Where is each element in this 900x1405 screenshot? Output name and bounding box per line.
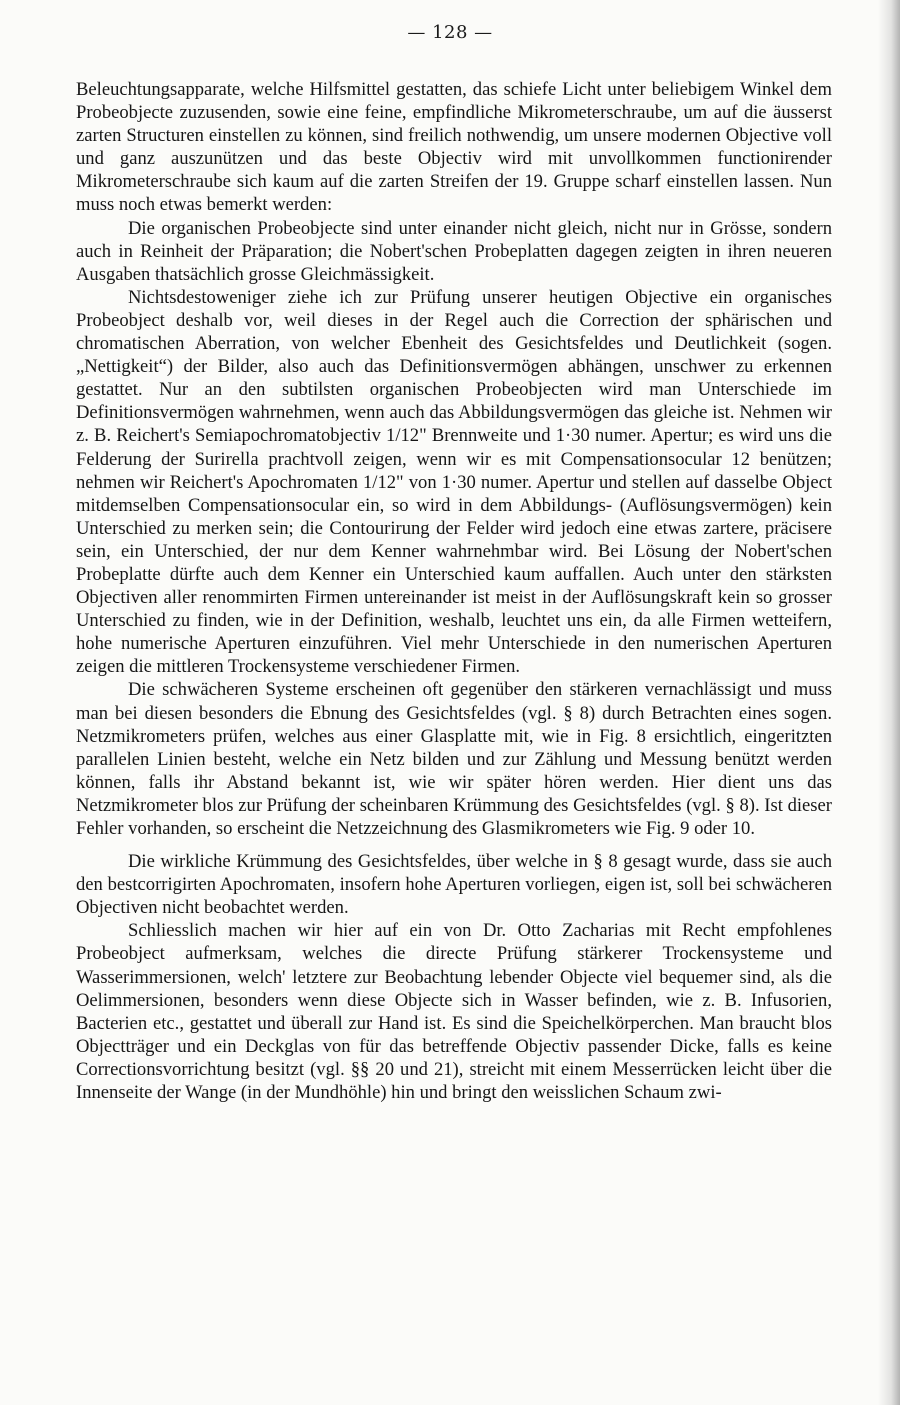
paragraph-3: Nichtsdestoweniger ziehe ich zur Prüfung unserer heutigen Objective ein organisches Probeobject deshalb vor, weil dieses in der Regel auch die Correction der sphärischen und chromatischen Aberration, von welcher Ebenheit des Gesichtsfeldes und Deutlichkeit (sogen. „Nettigkeit“) der Bilder, also auch das Definitionsvermögen abhängen, unschwer zu erkennen gestattet. Nur an den subtilsten organischen Probeobjecten wird man Unterschiede im Definitionsvermögen wahrnehmen, wenn auch das Abbildungsvermögen das gleiche ist. Nehmen wir z. B. Reichert's Semiapochromatobjectiv 1/12" Brennweite und 1·30 numer. Apertur; es wird uns die Felderung der Surirella prachtvoll zeigen, wenn wir es mit Compensationsocular 12 benützen; nehmen wir Reichert's Apochromaten 1/12" von 1·30 numer. Apertur und stellen auf dasselbe Object mitdemselben Compensationsocular ein, so wird in dem Abbildungs- (Auflösungsvermögen) kein Unterschied zu merken sein; die Contourirung der Felder wird jedoch eine etwas zartere, präcisere sein, ein Unterschied, der nur dem Kenner wahrnehmbar wird. Bei Lösung der Nobert'schen Probeplatte dürfte auch dem Kenner ein Unterschied kaum auffallen. Auch unter den stärksten Objectiven aller renommirten Firmen untereinander ist meist in der Auflösungskraft kein so grosser Unterschied zu finden, wie in der Definition, weshalb, leuchtet uns ein, da alle Firmen wetteifern, hohe numerische Aperturen einzuführen. Viel mehr Unterschiede in den numerischen Aperturen zeigen die mittleren Trockensysteme verschiedener Firmen. — [76, 286, 832, 678]
paragraph-4: Die schwächeren Systeme erscheinen oft gegenüber den stärkeren vernachlässigt und muss man bei diesen besonders die Ebnung des Gesichtsfeldes (vgl. § 8) durch Betrachten eines sogen. Netzmikrometers prüfen, welches aus einer Glasplatte mit, wie in Fig. 8 ersichtlich, eingeritzten parallelen Linien besteht, welche ein Netz bilden und zur Zählung und Messung benützt werden können, falls ihr Abstand bekannt ist, wie wir später hören werden. Hier dient uns das Netzmikrometer blos zur Prüfung der scheinbaren Krümmung des Gesichtsfeldes (vgl. § 8). Ist dieser Fehler vorhanden, so erscheint die Netzzeichnung des Glasmikrometers wie Fig. 9 oder 10. — [76, 679, 832, 839]
paragraph-2: Die organischen Probeobjecte sind unter einander nicht gleich, nicht nur in Grösse, sondern auch in Reinheit der Präparation; die Nobert'schen Probeplatten dagegen zeigten in ihren neueren Ausgaben thatsächlich grosse Gleichmässigkeit. — [76, 217, 832, 285]
page-edge-shadow — [878, 0, 900, 1405]
paragraph-5: Die wirkliche Krümmung des Gesichtsfeldes, über welche in § 8 gesagt wurde, dass sie auch den bestcorrigirten Apochromaten, insofern hohe Aperturen vorliegen, eigen ist, soll bei schwächeren Objectiven nicht beobachtet werden. — [76, 851, 832, 919]
paragraph-1: Beleuchtungsapparate, welche Hilfsmittel gestatten, das schiefe Licht unter beliebigem Winkel dem Probeobjecte zuzusenden, sowie eine feine, empfindliche Mikrometerschraube, um auf die äusserst zarten Structuren einstellen zu können, sind freilich nothwendig, um unsere modernen Objective voll und ganz auszunützen und das beste Objectiv wird mit unvollkommen functionirender Mikrometerschraube sich kaum auf die zarten Streifen der 19. Gruppe scharf einstellen lassen. Nun muss noch etwas bemerkt werden: — [76, 79, 832, 216]
body-text — [76, 78, 832, 1104]
paragraph-6: Schliesslich machen wir hier auf ein von Dr. Otto Zacharias mit Recht empfohlenes Probeobject aufmerksam, welches die directe Prüfung stärkerer Trockensysteme und Wasserimmersionen, welch' letztere zur Beobachtung lebender Objecte viel bequemer sind, als die Oelimmersionen, besonders wenn diese Objecte sich in Wasser befinden, wie z. B. Infusorien, Bacterien etc., gestattet und überall zur Hand ist. Es sind die Speichelkörperchen. Man braucht blos Objectträger und ein Deckglas von für das betreffende Objectiv passender Dicke, falls es keine Correctionsvorrichtung besitzt (vgl. §§ 20 und 21), streicht mit einem Messerrücken leicht über die Innenseite der Wange (in der Mundhöhle) hin und bringt den weisslichen Schaum zwi- — [76, 920, 832, 1104]
page-number: — 128 — — [407, 22, 493, 43]
